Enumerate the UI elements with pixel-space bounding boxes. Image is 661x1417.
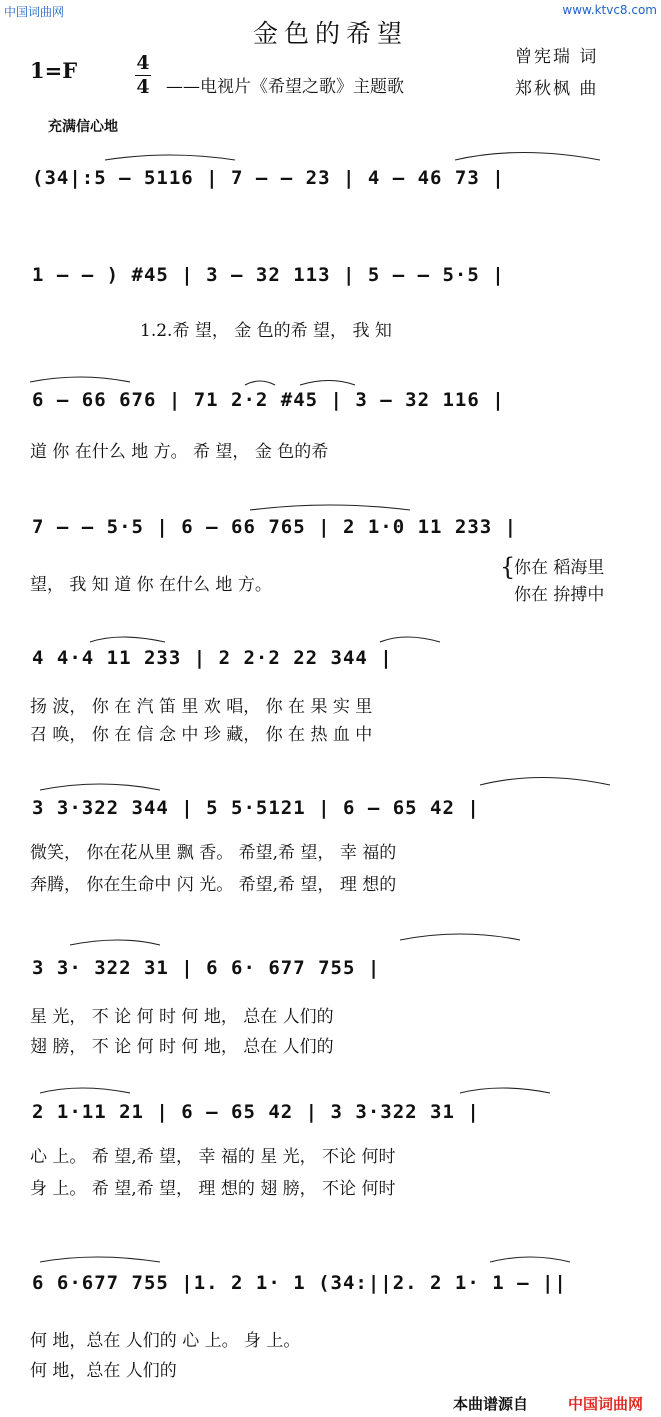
lyric-line-8b: 身 上。 希 望,希 望， 理 想的 翅 膀， 不论 何时 (30, 1179, 396, 1199)
lyric-line-7a: 星 光， 不 论 何 时 何 地， 总在 人们的 (30, 1007, 334, 1027)
time-signature (134, 52, 152, 99)
score-line-1: (34|:5 — 5116 | 7 — — 23 | 4 — 46 73 | (32, 167, 505, 189)
lyric-line-4-alt2: 你在 拚搏中 (514, 585, 605, 605)
subtitle: ——电视片《希望之歌》主题歌 (166, 77, 404, 97)
score-line-4: 7 — — 5·5 | 6 — 66 765 | 2 1·0 11 233 | (32, 516, 518, 538)
verse-brace: { (500, 553, 516, 581)
lyricist-credit: 曾宪瑞 词 (515, 47, 599, 67)
lyric-line-2a: 1.2.希 望， 金 色的希 望， 我 知 (140, 321, 392, 341)
lyric-line-9a: 何 地，总在 人们的 心 上。 身 上。 (30, 1331, 301, 1351)
score-line-5: 4 4·4 11 233 | 2 2·2 22 344 | (32, 647, 393, 669)
song-title: 金色的希望 (252, 19, 408, 48)
lyric-line-6a: 微笑， 你在花从里 飘 香。 希望,希 望， 幸 福的 (30, 843, 397, 863)
lyric-line-4a: 望， 我 知 道 你 在什么 地 方。 (30, 575, 272, 595)
meter-bottom: 4 (136, 76, 150, 98)
lyric-line-8a: 心 上。 希 望,希 望， 幸 福的 星 光， 不论 何时 (30, 1147, 396, 1167)
score-line-8: 2 1·11 21 | 6 — 65 42 | 3 3·322 31 | (32, 1101, 480, 1123)
footer-site: 中国词曲网 (568, 1395, 644, 1413)
lyric-line-9b: 何 地，总在 人们的 (30, 1361, 177, 1381)
key-signature: 1=F (30, 58, 78, 83)
lyric-line-3a: 道 你 在什么 地 方。 希 望， 金 色的希 (30, 442, 329, 462)
watermark-right: www.ktvc8.com (562, 3, 657, 17)
footer-source: 本曲谱源自 (453, 1395, 529, 1413)
watermark-left: 中国词曲网 (4, 5, 65, 19)
meter-top: 4 (136, 52, 150, 74)
lyric-line-5a: 扬 波， 你 在 汽 笛 里 欢 唱， 你 在 果 实 里 (30, 697, 373, 717)
lyric-line-4-alt1: 你在 稻海里 (514, 558, 605, 578)
score-line-6: 3 3·322 344 | 5 5·5121 | 6 — 65 42 | (32, 797, 480, 819)
score-line-3: 6 — 66 676 | 71 2·2 #45 | 3 — 32 116 | (32, 389, 505, 411)
composer-credit: 郑秋枫 曲 (515, 79, 599, 99)
lyric-line-5b: 召 唤， 你 在 信 念 中 珍 藏， 你 在 热 血 中 (30, 725, 373, 745)
expression-mark: 充满信心地 (48, 119, 118, 135)
score-line-9: 6 6·677 755 |1. 2 1· 1 (34:||2. 2 1· 1 — || (32, 1272, 567, 1294)
score-line-7: 3 3· 322 31 | 6 6· 677 755 | (32, 957, 381, 979)
lyric-line-7b: 翅 膀， 不 论 何 时 何 地， 总在 人们的 (30, 1037, 334, 1057)
lyric-line-6b: 奔腾， 你在生命中 闪 光。 希望,希 望， 理 想的 (30, 875, 397, 895)
score-line-2: 1 — — ) #45 | 3 — 32 113 | 5 — — 5·5 | (32, 264, 505, 286)
